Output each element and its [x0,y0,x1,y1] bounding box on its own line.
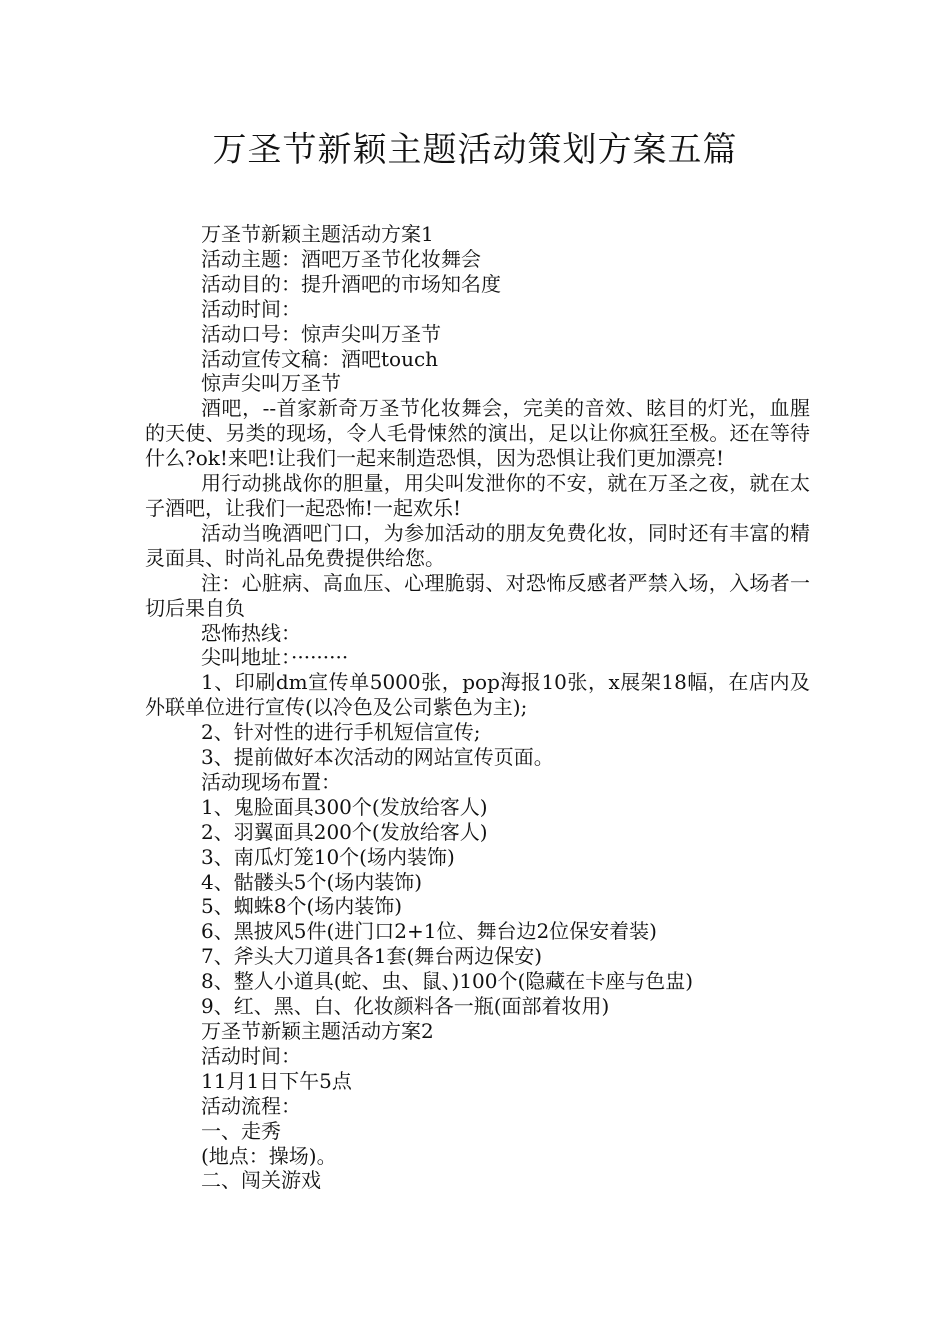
list-item: 9、红、黑、白、化妆颜料各一瓶(面部着妆用) [201,994,610,1019]
document-body [145,222,810,1193]
paragraph: 二、闯关游戏 [201,1168,321,1193]
list-item: 8、整人小道具(蛇、虫、鼠、)100个(隐藏在卡座与色盅) [201,969,694,994]
paragraph: 活动现场布置： [201,769,341,794]
paragraph: 注：心脏病、高血压、心理脆弱、对恐怖反感者严禁入场，入场者一切后果自负 [145,570,810,620]
list-item: 6、黑披风5件(进门口2+1位、舞台边2位保安着装) [201,919,657,944]
list-item: 4、骷髅头5个(场内装饰) [201,869,423,894]
paragraph: 活动时间： [201,296,301,321]
paragraph: (地点：操场)。 [201,1143,337,1168]
paragraph: 万圣节新颖主题活动方案2 [201,1019,434,1043]
list-item: 1、鬼脸面具300个(发放给客人) [201,794,488,819]
paragraph: 万圣节新颖主题活动方案1 [201,222,434,246]
paragraph: 活动口号：惊声尖叫万圣节 [201,321,441,346]
list-item: 5、蜘蛛8个(场内装饰) [201,894,403,919]
paragraph: 一、走秀 [201,1118,281,1143]
list-item: 3、南瓜灯笼10个(场内装饰) [201,844,455,869]
paragraph: 活动宣传文稿：酒吧touch [201,346,439,371]
list-item: 2、羽翼面具200个(发放给客人) [201,819,488,844]
paragraph: 酒吧，--首家新奇万圣节化妆舞会，完美的音效、眩目的灯光，血腥的天使、另类的现场，令人毛骨悚然的演出，足以让你疯狂至极。还在等待什么?ok!来吧!让我们一起来制造恐惧，因为恐惧让我们更加漂亮! [145,396,810,471]
paragraph: 活动流程： [201,1093,301,1118]
paragraph: 活动目的：提升酒吧的市场知名度 [201,271,501,296]
paragraph: 11月1日下午5点 [201,1068,352,1093]
paragraph: 惊声尖叫万圣节 [201,371,341,396]
list-item: 7、斧头大刀道具各1套(舞台两边保安) [201,944,543,969]
document-title: 万圣节新颖主题活动策划方案五篇 [212,130,738,170]
paragraph: 尖叫地址：········· [201,645,349,670]
paragraph: 2、针对性的进行手机短信宣传; [201,720,481,745]
paragraph: 活动主题：酒吧万圣节化妆舞会 [201,246,481,271]
paragraph: 1、印刷dm宣传单5000张，pop海报10张，x展架18幅，在店内及外联单位进行宣传(以冷色及公司紫色为主); [145,670,810,720]
paragraph: 用行动挑战你的胆量，用尖叫发泄你的不安，就在万圣之夜，就在太子酒吧，让我们一起恐怖!一起欢乐! [145,471,810,520]
paragraph: 活动时间： [201,1043,301,1068]
paragraph: 恐怖热线： [201,620,301,645]
paragraph: 活动当晚酒吧门口，为参加活动的朋友免费化妆，同时还有丰富的精灵面具、时尚礼品免费提供给您。 [145,520,810,570]
paragraph: 3、提前做好本次活动的网站宣传页面。 [201,745,554,770]
